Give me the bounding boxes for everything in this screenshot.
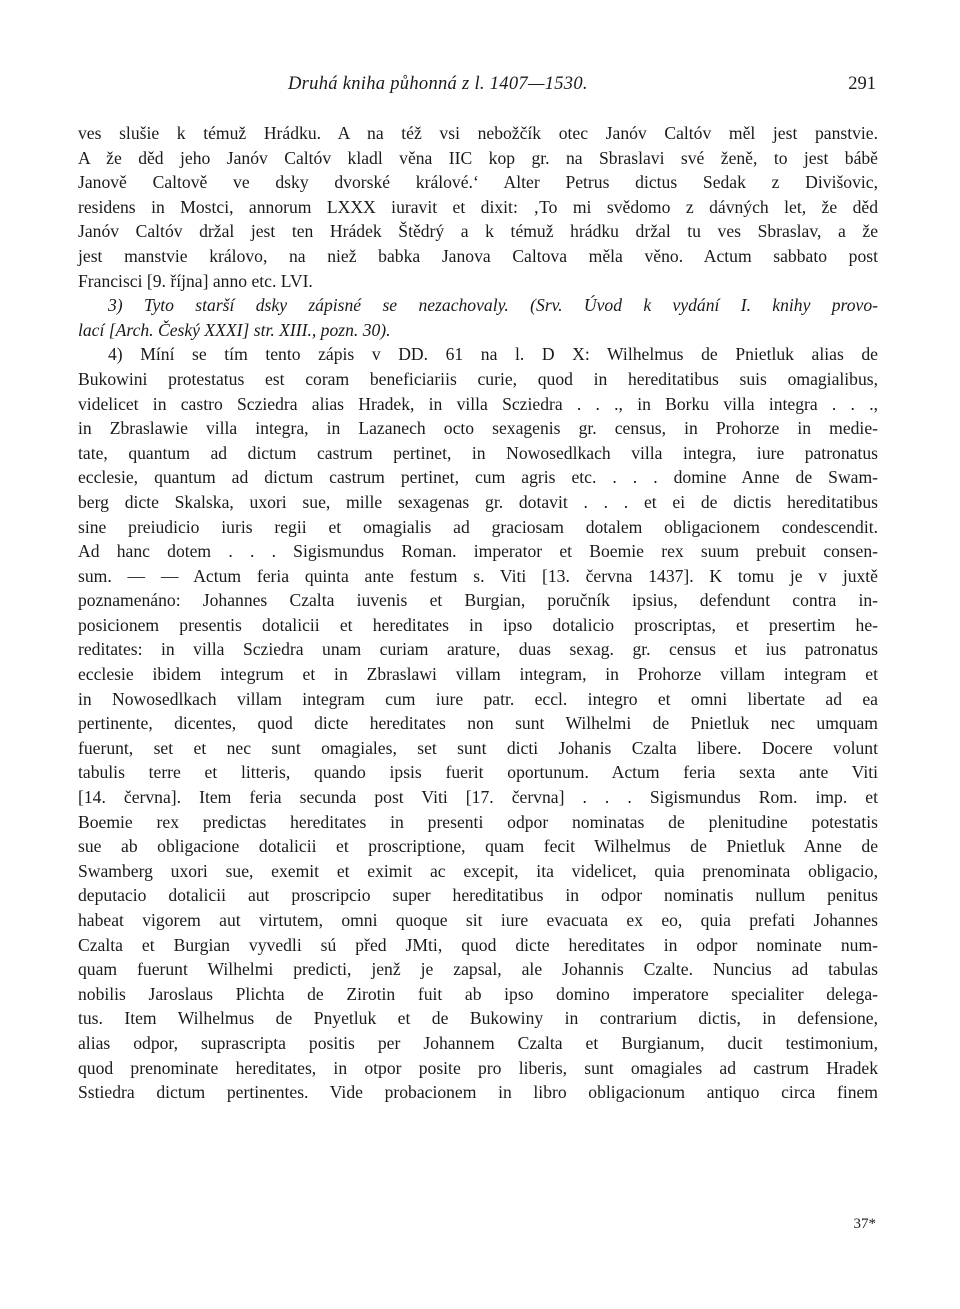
text-line: quod prenominate hereditates, in otpor posite pro liberis, sunt omagiales ad castrum Hradek (78, 1057, 878, 1078)
text-line: Ad hanc dotem . . . Sigismundus Roman. imperator et Boemie rex suum prebuit consen- (78, 541, 878, 562)
text-line: videlicet in castro Scziedra alias Hradek, in villa Scziedra . . ., in Borku villa integra . . ., (78, 393, 878, 414)
text-line: tus. Item Wilhelmus de Pnyetluk et de Bukowiny in contrarium dictis, in defensione, (78, 1008, 878, 1029)
text-line: Janóv Caltóv držal jest ten Hrádek Štědrý a k témuž hrádku držal tu ves Sbraslav, a že (78, 221, 878, 242)
text-line: berg dicte Skalska, uxori sue, mille sexagenas gr. dotavit . . . et ei de dictis hereditatibus (78, 491, 878, 512)
text-line: Boemie rex predictas hereditates in presenti odpor nominatas de plenitudine potestatis (78, 811, 878, 832)
text-line: A že děd jeho Janóv Caltóv kladl věna IIC kop gr. na Sbraslavi své ženě, to jest bábě (78, 147, 878, 168)
text-line: alias odpor, suprascripta positis per Johannem Czalta et Burgianum, ducit testimonium, (78, 1032, 878, 1053)
page-number: 291 (848, 74, 876, 94)
text-line: habeat vigorem aut virtutem, omni quoque sit iure evacuata ex eo, quia prefati Johannes (78, 910, 878, 930)
signature-mark: 37* (853, 1216, 876, 1232)
page-header (78, 74, 878, 102)
footnote-line: 4) Míní se tím tento zápis v DD. 61 na l. D X: Wilhelmus de Pnietluk alias de (108, 344, 878, 365)
text-line: Janově Caltově ve dsky dvorské králové.‘ Alter Petrus dictus Sedak z Divišovic, (78, 172, 878, 193)
text-line: fuerunt, set et nec sunt omagiales, set sunt dicti Johanis Czalta libere. Docere volunt (78, 737, 878, 758)
text-line: tabulis terre et litteris, quando ipsis fuerit oportunum. Actum feria sexta ante Viti (78, 762, 878, 783)
text-line: Sstiedra dictum pertinentes. Vide probacionem in libro obligacionum antiquo circa finem (78, 1082, 878, 1103)
text-line: poznamenáno: Johannes Czalta iuvenis et Burgian, poručník ipsius, defendunt contra in- (78, 590, 878, 611)
text-line: sue ab obligacione dotalicii et proscriptione, quam fecit Wilhelmus de Pnietluk Anne de (78, 836, 878, 857)
text-line: tate, quantum ad dictum castrum pertinet, in Nowosedlkach villa integra, iure patronatus (78, 442, 878, 463)
text-line: ecclesie, quantum ad dictum castrum pertinet, cum agris etc. . . . domine Anne de Swam- (78, 467, 878, 488)
text-line: [14. června]. Item feria secunda post Viti [17. června] . . . Sigismundus Rom. imp. et (78, 787, 878, 808)
text-line: posicionem presentis dotalicii et hereditates in ipso dotalicio proscriptas, et presertim he- (78, 614, 878, 635)
text-line: nobilis Jaroslaus Plichta de Zirotin fuit ab ipso domino imperatore specialiter delega- (78, 983, 878, 1004)
text-line: Francisci [9. října] anno etc. LVI. (78, 270, 313, 291)
footnote-line: 3) Tyto starší dsky zápisné se nezachovaly. (Srv. Úvod k vydání I. knihy provo- (108, 295, 878, 316)
text-line: in Nowosedlkach villam integram cum iure patr. eccl. integro et omni libertate ad ea (78, 688, 878, 709)
running-head: Druhá kniha půhonná z l. 1407—1530. (288, 74, 588, 94)
text-line: quam fuerunt Wilhelmi predicti, jenž je zapsal, ale Johannis Czalte. Nuncius ad tabulas (78, 959, 878, 980)
text-line: in Zbraslawie villa integra, in Lazanech octo sexagenis gr. census, in Prohorze in medie- (78, 418, 878, 439)
text-line: residens in Mostci, annorum LXXX iuravit et dixit: ‚To mi svědomo z dávných let, že děd (78, 196, 878, 217)
text-line: deputacio dotalicii aut proscripcio super hereditatibus in odpor nominatis nullum penitus (78, 885, 878, 906)
text-line: ecclesie ibidem integrum et in Zbraslawi villam integram, in Prohorze villam integram et (78, 664, 878, 685)
text-line: reditates: in villa Scziedra unam curiam arature, duas sexag. gr. census et ius patronatus (78, 639, 878, 660)
text-line: Bukowini protestatus est coram beneficiariis curie, quod in hereditatibus suis omagialibus, (78, 368, 878, 389)
text-line: Swamberg uxori sue, exemit et eximit ac excepit, ita videlicet, quia prenominata obligacio, (78, 860, 878, 881)
text-line: jest manstvie královo, na niež babka Janova Caltova měla věno. Actum sabbato post (78, 245, 878, 266)
text-line: sine preiudicio iuris regii et omagialis ad graciosam dotalem obligacionem condescendit. (78, 516, 878, 537)
footnote-line: lací [Arch. Český XXXI] str. XIII., pozn. 30). (78, 319, 391, 340)
body-text (78, 121, 878, 1105)
text-line: pertinente, dicentes, quod dicte hereditates non sunt Wilhelmi de Pnietluk nec umquam (78, 713, 878, 734)
text-line: ves slušie k témuž Hrádku. A na též vsi nebožčík otec Janóv Caltóv měl jest panstvie. (78, 123, 878, 143)
text-line: Czalta et Burgian vyvedli sú před JMti, quod dicte hereditates in odpor nominate num- (78, 934, 878, 955)
text-line: sum. — — Actum feria quinta ante festum s. Viti [13. června 1437]. K tomu je v juxtě (78, 565, 878, 586)
